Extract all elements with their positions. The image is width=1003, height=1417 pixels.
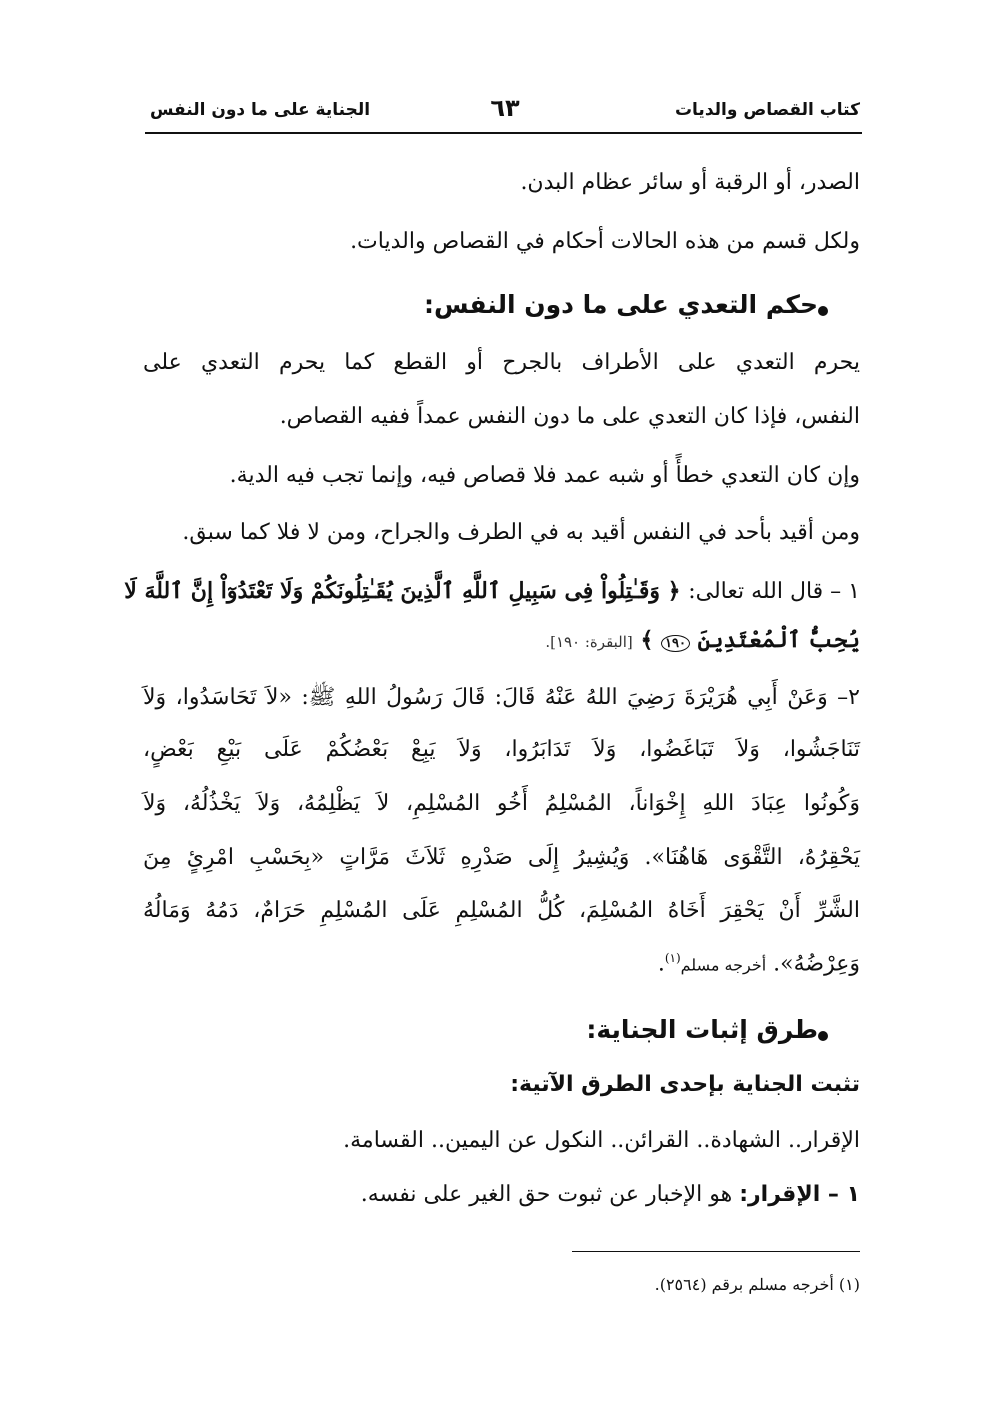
paragraph-1: الصدر، أو الرقبة أو سائر عظام البدن. [520, 170, 860, 195]
paragraph-6: الإقرار.. الشهادة.. القرائن.. النكول عن اليمين.. القسامة. [343, 1128, 860, 1153]
page-number: ٦٣ [490, 94, 520, 122]
item-1-prefix: ١ – قال الله تعالى: [688, 579, 860, 604]
subheading-methods: تثبت الجناية بإحدى الطرق الآتية: [510, 1072, 860, 1097]
verse-close-bracket: ﴾ [640, 627, 654, 653]
heading-proof-methods: طرق إثبات الجناية: [586, 1015, 818, 1044]
hadith-line-5: الشَّرِّ أَنْ يَحْقِرَ أَخَاهُ المُسْلِمَ، كُلُّ المُسْلِمِ عَلَى المُسْلِمِ حَرَامٌ، دَمُهُ وَمَالُهُ [143, 898, 860, 923]
running-header [150, 94, 860, 128]
hadith-line-4: يَحْقِرُهُ، التَّقْوَى هَاهُنَا». وَيُشِيرُ إِلَى صَدْرِهِ ثَلاَثَ مَرَّاتٍ «بِحَسْبِ امْرِئٍ مِنَ [143, 845, 860, 870]
paragraph-5: ومن أقيد بأحد في النفس أقيد به في الطرف والجراح، ومن لا فلا كما سبق. [182, 520, 860, 545]
header-rule [145, 132, 862, 134]
paragraph-3-line-1: يحرم التعدي على الأطراف بالجرح أو القطع كما يحرم التعدي على [143, 350, 860, 375]
bullet-icon [818, 306, 828, 316]
item-1-line-2 [545, 627, 860, 653]
chapter-title: الجناية على ما دون النفس [150, 100, 371, 120]
paragraph-3-line-2: النفس، فإذا كان التعدي على ما دون النفس عمداً ففيه القصاص. [279, 404, 860, 429]
verse-reference: [البقرة: ١٩٠]. [545, 633, 633, 651]
hadith-end-period: . [657, 951, 665, 977]
footnote-marker: (١) [664, 951, 681, 965]
bullet-icon [818, 1031, 828, 1041]
book-title: كتاب القصاص والديات [674, 100, 860, 120]
footnote: (١) أخرجه مسلم برقم (٢٥٦٤). [654, 1275, 860, 1294]
item-3-label: ١ – الإقرار: [739, 1182, 860, 1207]
hadith-end: وَعِرْضُهُ». [773, 951, 860, 977]
heading-ruling: حكم التعدي على ما دون النفس: [424, 290, 818, 319]
item-1-line-1 [124, 578, 860, 604]
quran-verse-part-2: يُحِبُّ ٱلْمُعْتَدِينَ [697, 627, 860, 653]
hadith-line-3: وَكُونُوا عِبَادَ اللهِ إِخْوَاناً، المُسْلِمُ أَخُو المُسْلِمِ، لاَ يَظْلِمُهُ، وَلاَ يَخْذُلُهُ، وَلاَ [143, 791, 860, 816]
hadith-source: أخرجه مسلم [680, 955, 767, 975]
hadith-line-6 [658, 951, 860, 976]
footnote-rule [572, 1251, 860, 1252]
hadith-line-1: ٢– وَعَنْ أَبِي هُرَيْرَةَ رَضِيَ اللهُ عَنْهُ قَالَ: قَالَ رَسُولُ اللهِ ﷺ: «لاَ تَحَاسَدُوا، وَلاَ [143, 685, 860, 710]
hadith-line-2: تَنَاجَشُوا، وَلاَ تَبَاغَضُوا، وَلاَ تَدَابَرُوا، وَلاَ يَبِعْ بَعْضُكُمْ عَلَى بَيْعِ بَعْضٍ، [143, 737, 860, 762]
item-3 [361, 1182, 860, 1207]
quran-verse-part-1: ﴿ وَقَـٰتِلُواْ فِى سَبِيلِ ٱللَّهِ ٱلَّذِينَ يُقَـٰتِلُونَكُمْ وَلَا تَعْتَدُوٓاْ إِنَّ ٱللَّهَ لَا [124, 578, 681, 604]
verse-number-badge: ١٩٠ [661, 635, 690, 652]
paragraph-2: ولكل قسم من هذه الحالات أحكام في القصاص والديات. [350, 229, 860, 254]
item-3-text: هو الإخبار عن ثبوت حق الغير على نفسه. [360, 1182, 733, 1207]
paragraph-4: وإن كان التعدي خطأً أو شبه عمد فلا قصاص فيه، وإنما تجب فيه الدية. [229, 463, 860, 488]
